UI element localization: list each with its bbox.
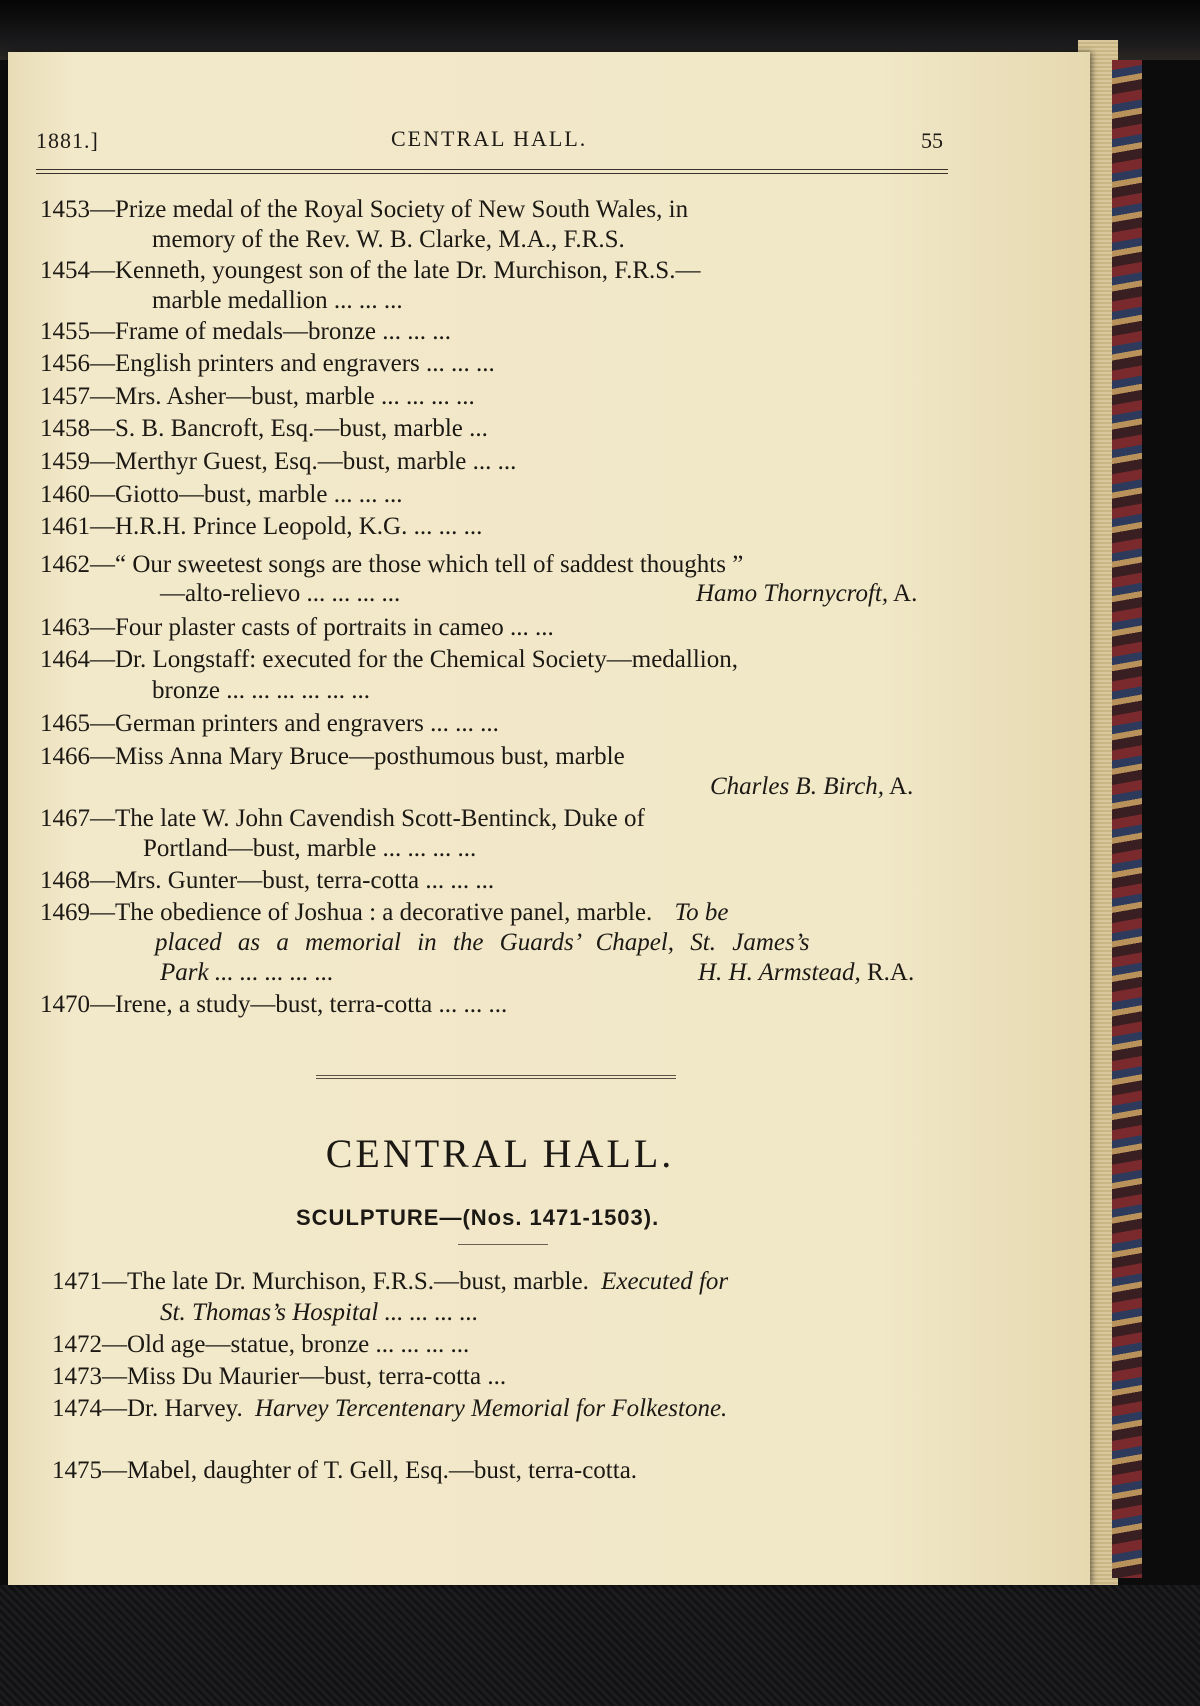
entry-1474-line1-italic: Harvey Tercentenary Memorial for Folkestone. bbox=[254, 1395, 728, 1422]
entry-1462-artist-suffix: A. bbox=[893, 580, 918, 607]
entry-1474-line1-wrap bbox=[52, 1394, 727, 1424]
entry-1466-line1: 1466—Miss Anna Mary Bruce—posthumous bust, marble bbox=[40, 743, 625, 770]
entry-1457-line1: 1457—Mrs. Asher—bust, marble ... ... ... ... bbox=[40, 383, 475, 410]
subtitle-rule bbox=[458, 1244, 548, 1245]
entry-1461-line1: 1461—H.R.H. Prince Leopold, K.G. ... ... ... bbox=[40, 513, 483, 540]
entry-1464-line1: 1464—Dr. Longstaff: executed for the Chemical Society—medallion, bbox=[40, 646, 738, 673]
entry-1462-artist: Hamo Thornycroft, bbox=[696, 580, 889, 607]
entry-1454-line2: marble medallion ... ... ... bbox=[152, 287, 403, 314]
running-header bbox=[36, 118, 948, 158]
entry-1469-artist-suffix: R.A. bbox=[866, 959, 915, 986]
entry-1458-line1: 1458—S. B. Bancroft, Esq.—bust, marble ... bbox=[40, 415, 488, 442]
entry-1469-artist: H. H. Armstead, bbox=[698, 959, 861, 986]
entry-1462-line1: 1462—“ Our sweetest songs are those which tell of saddest thoughts ” bbox=[40, 551, 744, 578]
entry-1466-artist: Charles B. Birch, bbox=[710, 773, 885, 800]
entry-1453-line2: memory of the Rev. W. B. Clarke, M.A., F.R.S. bbox=[152, 226, 625, 253]
entry-1469-line2: placed as a memorial in the Guards’ Chapel, St. James’s bbox=[155, 929, 810, 956]
entry-1463-line1: 1463—Four plaster casts of portraits in cameo ... ... bbox=[40, 614, 554, 641]
section-subtitle: SCULPTURE—(Nos. 1471-1503). bbox=[296, 1205, 660, 1230]
background-top bbox=[0, 0, 1200, 60]
entry-1454-line1: 1454—Kenneth, youngest son of the late Dr. Murchison, F.R.S.— bbox=[40, 257, 701, 284]
entry-1462-line2: —alto-relievo ... ... ... ... bbox=[160, 580, 401, 607]
entry-1475-line1: 1475—Mabel, daughter of T. Gell, Esq.—bust, terra-cotta. bbox=[52, 1457, 638, 1484]
section-title: CENTRAL HALL. bbox=[325, 1131, 675, 1176]
entry-1465-line1: 1465—German printers and engravers ... ... ... bbox=[40, 710, 499, 737]
entry-1469-line1: 1469—The obedience of Joshua : a decorative panel, marble. bbox=[40, 899, 653, 926]
header-rule bbox=[36, 169, 948, 174]
entry-1469-artist-wrap bbox=[698, 958, 914, 988]
entry-1466-artist-suffix: A. bbox=[888, 773, 914, 800]
background-bottom bbox=[0, 1585, 1200, 1706]
entry-1469-line3: Park ... ... ... ... ... bbox=[160, 959, 334, 986]
header-year: 1881.] bbox=[36, 128, 99, 153]
entry-1468-line1: 1468—Mrs. Gunter—bust, terra-cotta ... ... ... bbox=[40, 867, 495, 894]
page-number: 55 bbox=[921, 128, 943, 153]
entry-1471-line1-wrap bbox=[52, 1267, 728, 1297]
entry-1464-line2: bronze ... ... ... ... ... ... bbox=[152, 677, 371, 704]
entry-1472-line1: 1472—Old age—statue, bronze ... ... ... ... bbox=[52, 1331, 470, 1358]
entry-1466-artist-wrap bbox=[710, 772, 913, 802]
entry-1471-line1: 1471—The late Dr. Murchison, F.R.S.—bust, marble. bbox=[52, 1268, 589, 1295]
entry-1460-line1: 1460—Giotto—bust, marble ... ... ... bbox=[40, 481, 403, 508]
entry-1467-line2: Portland—bust, marble ... ... ... ... bbox=[143, 835, 477, 862]
entry-1473-line1: 1473—Miss Du Maurier—bust, terra-cotta ... bbox=[52, 1363, 507, 1390]
entry-1459-line1: 1459—Merthyr Guest, Esq.—bust, marble ... ... bbox=[40, 448, 517, 475]
entry-1471-line1-italic: Executed for bbox=[601, 1268, 729, 1295]
entry-1471-line2: St. Thomas’s Hospital ... ... ... ... bbox=[160, 1299, 479, 1326]
entry-1453-line1: 1453—Prize medal of the Royal Society of New South Wales, in bbox=[40, 196, 689, 223]
entry-1470-line1: 1470—Irene, a study—bust, terra-cotta ... ... ... bbox=[40, 991, 508, 1018]
entry-1469-line1-wrap bbox=[40, 898, 729, 928]
entry-1455-line1: 1455—Frame of medals—bronze ... ... ... bbox=[40, 318, 452, 345]
section-separator bbox=[316, 1075, 676, 1079]
entry-1469-line1-italic: To be bbox=[674, 899, 729, 926]
entry-1456-line1: 1456—English printers and engravers ... ... ... bbox=[40, 350, 495, 377]
marbled-book-edge bbox=[1112, 60, 1142, 1578]
entry-1474-line1: 1474—Dr. Harvey. bbox=[52, 1395, 243, 1422]
header-title: CENTRAL HALL. bbox=[391, 126, 588, 151]
entry-1462-artist-wrap bbox=[696, 579, 917, 609]
entry-1467-line1: 1467—The late W. John Cavendish Scott-Bentinck, Duke of bbox=[40, 805, 645, 832]
